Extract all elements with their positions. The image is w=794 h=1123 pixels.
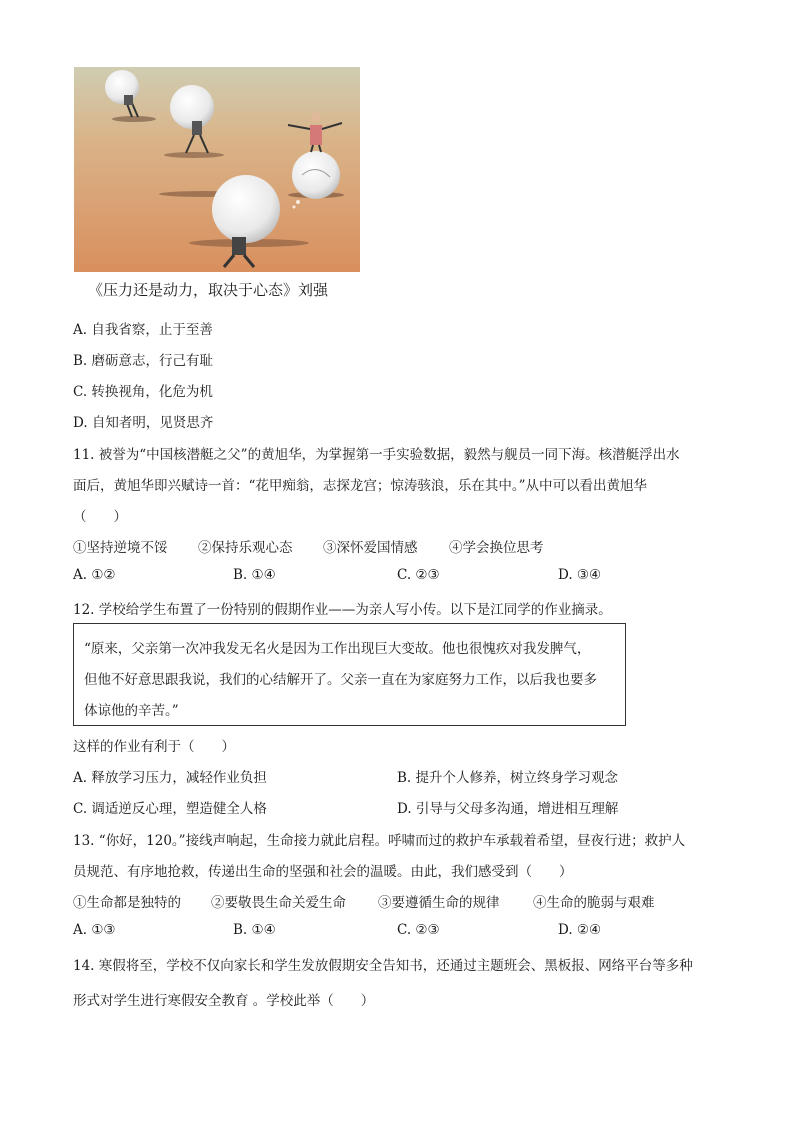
q11-option-b: B. ①④ <box>233 567 276 583</box>
q13-option-d: D. ②④ <box>558 922 602 938</box>
q12-option-c: C. 调适逆反心理，塑造健全人格 <box>73 801 267 817</box>
q10-option-c: C. 转换视角，化危为机 <box>73 384 213 400</box>
q11-statement-1: ①坚持逆境不馁 <box>73 540 168 556</box>
q14-stem-line1: 14. 寒假将至，学校不仅向家长和学生发放假期安全告知书，还通过主题班会、黑板报、网络平台等多种 <box>73 958 693 974</box>
q13-option-b: B. ①④ <box>233 922 276 938</box>
q12-quote-line1: “原来，父亲第一次冲我发无名火是因为工作出现巨大变故。他也很愧疚对我发脾气， <box>84 641 591 657</box>
q13-statement-1: ①生命都是独特的 <box>73 895 181 911</box>
q11-statement-4: ④学会换位思考 <box>449 540 544 556</box>
q13-option-a: A. ①③ <box>73 922 116 938</box>
q11-stem-line2: 面后，黄旭华即兴赋诗一首：“花甲痴翁，志探龙宫；惊涛骇浪，乐在其中。”从中可以看出黄旭华 <box>73 478 648 494</box>
q10-option-b: B. 磨砺意志，行己有耻 <box>73 353 214 369</box>
q11-statement-2: ②保持乐观心态 <box>198 540 293 556</box>
q11-option-a: A. ①② <box>73 567 116 583</box>
q13-stem-line2: 员规范、有序地抢救，传递出生命的坚强和社会的温暖。由此，我们感受到（ ） <box>73 864 573 880</box>
q11-answer-bracket: （ ） <box>73 509 127 525</box>
q11-statement-3: ③深怀爱国情感 <box>323 540 418 556</box>
q12-option-a: A. 释放学习压力，减轻作业负担 <box>73 770 267 786</box>
figure-caption: 《压力还是动力，取决于心态》刘强 <box>88 281 329 299</box>
q13-statement-3: ③要遵循生命的规律 <box>378 895 500 911</box>
cartoon-illustration <box>74 67 360 272</box>
q11-option-d: D. ③④ <box>558 567 602 583</box>
q13-statement-2: ②要敬畏生命关爱生命 <box>211 895 346 911</box>
q12-quote-box <box>73 623 626 726</box>
q12-option-d: D. 引导与父母多沟通，增进相互理解 <box>397 801 619 817</box>
q11-option-c: C. ②③ <box>397 567 440 583</box>
q13-option-c: C. ②③ <box>397 922 440 938</box>
q12-quote-line2: 但他不好意思跟我说，我们的心结解开了。父亲一直在为家庭努力工作，以后我也要多 <box>84 672 597 688</box>
q12-option-b: B. 提升个人修养，树立终身学习观念 <box>397 770 619 786</box>
q10-option-d: D. 自知者明，见贤思齐 <box>73 415 214 431</box>
q13-statement-4: ④生命的脆弱与艰难 <box>533 895 655 911</box>
q12-stem: 12. 学校给学生布置了一份特别的假期作业——为亲人写小传。以下是江同学的作业摘录。 <box>73 602 612 618</box>
q10-option-a: A. 自我省察，止于至善 <box>73 322 213 338</box>
q12-question: 这样的作业有利于（ ） <box>73 739 235 755</box>
q11-stem-line1: 11. 被誉为“中国核潜艇之父”的黄旭华，为掌握第一手实验数据，毅然与舰员一同下海。核潜艇浮出水 <box>73 447 680 463</box>
q12-quote-line3: 体谅他的辛苦。” <box>84 703 179 719</box>
q14-stem-line2: 形式对学生进行寒假安全教育 。学校此举（ ） <box>73 993 375 1009</box>
q13-stem-line1: 13. “你好，120。”接线声响起，生命接力就此启程。呼啸而过的救护车承载着希望，昼夜行进；救护人 <box>73 833 686 849</box>
